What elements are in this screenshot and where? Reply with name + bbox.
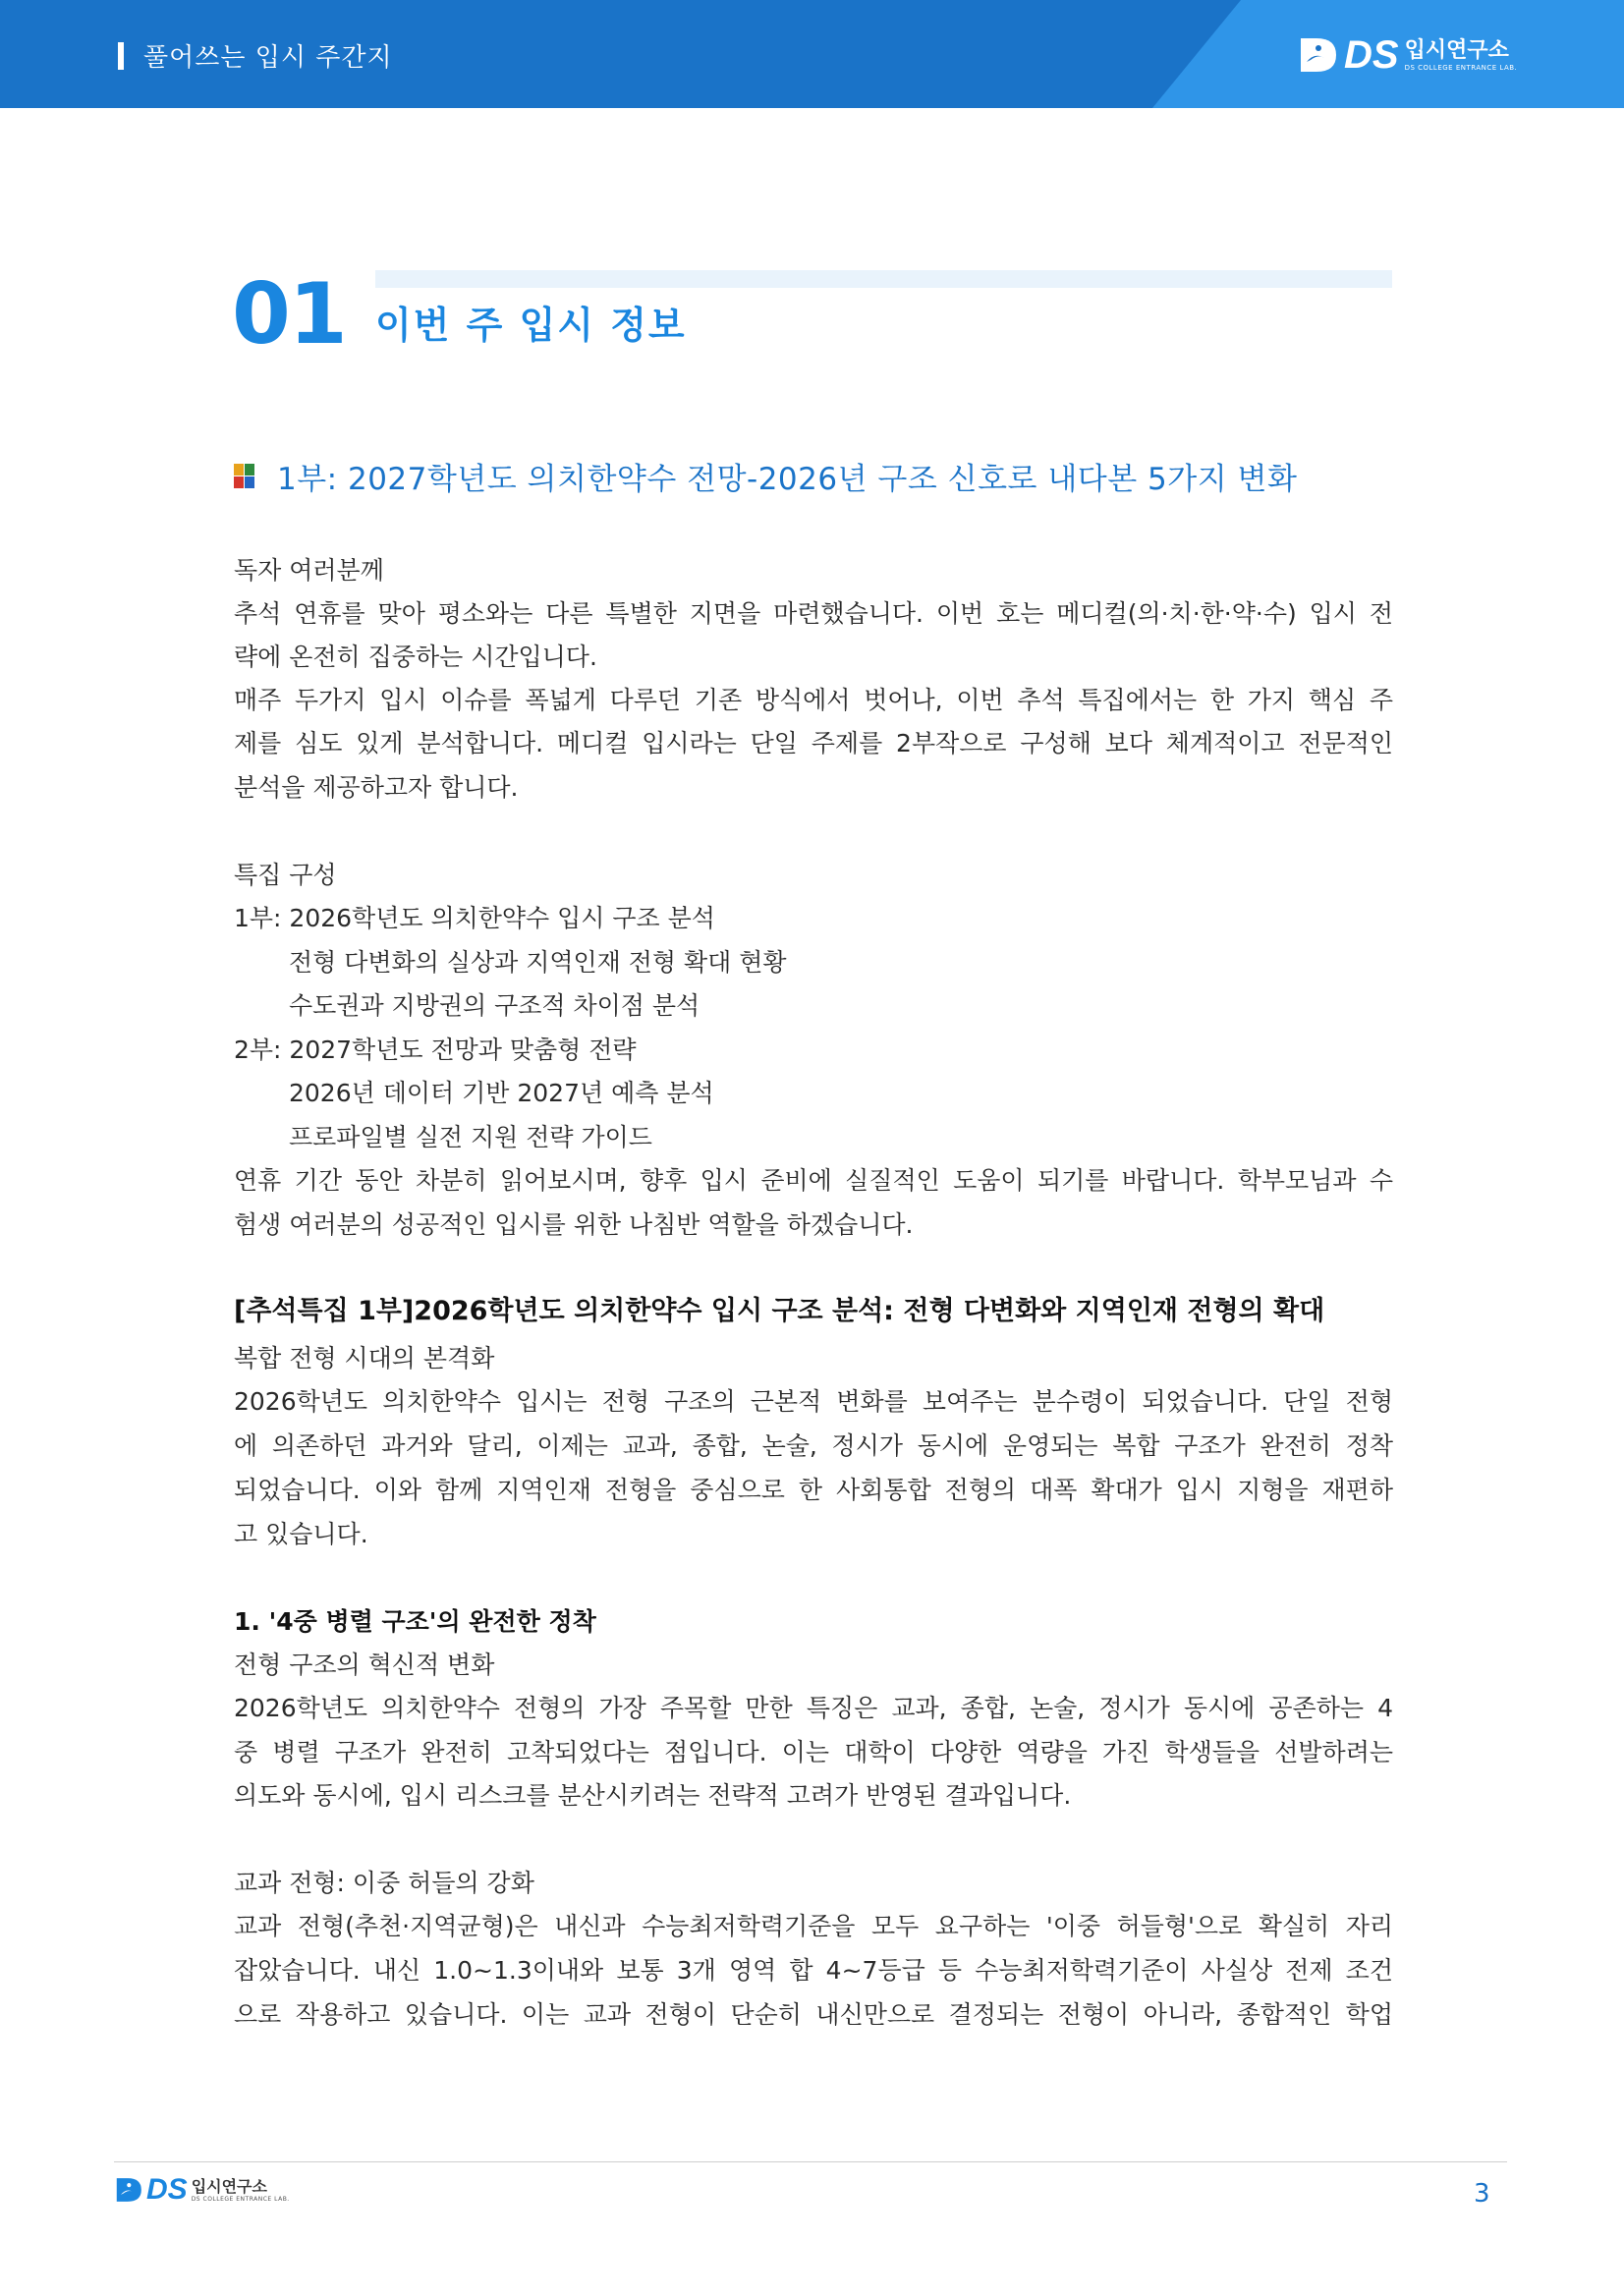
body-line: 략에 온전히 집중하는 시간입니다. <box>234 643 597 671</box>
body-line: 복합 전형 시대의 본격화 <box>234 1344 495 1372</box>
body-line: 중 병렬 구조가 완전히 고착되었다는 점입니다. 이는 대학이 다양한 역량을 가진 학생들을 선발하려는 <box>234 1738 1393 1766</box>
subheading-text: 1부: 2027학년도 의치한약수 전망-2026년 구조 신호로 내다본 5가지 변화 <box>277 462 1298 497</box>
body-line: 고 있습니다. <box>234 1520 368 1548</box>
header-label: 풀어쓰는 입시 주간지 <box>143 43 393 73</box>
body-line: 으로 작용하고 있습니다. 이는 교과 전형이 단순히 내신만으로 결정되는 전형이 아니라, 종합적인 학업 <box>234 2000 1393 2029</box>
header-logo-mark: DS <box>1344 32 1399 77</box>
footer-logo-tagline: DS COLLEGE ENTRANCE LAB. <box>191 2195 290 2203</box>
colored-blocks-icon <box>234 464 255 489</box>
body-line: 험생 여러분의 성공적인 입시를 위한 나침반 역할을 하겠습니다. <box>234 1210 914 1239</box>
body-line: 2026학년도 의치한약수 입시는 전형 구조의 근본적 변화를 보여주는 분수령이 되었습니다. 단일 전형 <box>234 1387 1393 1416</box>
footer-logo-mark: DS <box>146 2173 188 2206</box>
body-line: 매주 두가지 입시 이슈를 폭넓게 다루던 기존 방식에서 벗어나, 이번 추석 특집에서는 한 가지 핵심 주 <box>234 686 1393 714</box>
body-line: 특집 구성 <box>234 861 337 889</box>
body-line: 교과 전형: 이중 허들의 강화 <box>234 1869 534 1897</box>
section-number: 01 <box>232 265 346 364</box>
body-line: 수도권과 지방권의 구조적 차이점 분석 <box>289 991 700 1020</box>
header-logo-tagline: DS COLLEGE ENTRANCE LAB. <box>1404 64 1518 72</box>
body-line: 2부: 2027학년도 전망과 맞춤형 전략 <box>234 1036 637 1064</box>
body-line: 전형 다변화의 실상과 지역인재 전형 확대 현황 <box>289 948 787 977</box>
body-line: 되었습니다. 이와 함께 지역인재 전형을 중심으로 한 사회통합 전형의 대폭 확대가 입시 지형을 재편하 <box>234 1476 1393 1504</box>
header-marker <box>118 42 124 70</box>
footer-logo-name: 입시연구소 <box>191 2176 267 2196</box>
header-logo-name: 입시연구소 <box>1404 38 1509 63</box>
ds-logo-icon <box>1297 34 1342 76</box>
body-line: 에 의존하던 과거와 달리, 이제는 교과, 종합, 논술, 정시가 동시에 운영되는 복합 구조가 완전히 정착 <box>234 1431 1393 1460</box>
body-line: 1부: 2026학년도 의치한약수 입시 구조 분석 <box>234 904 715 932</box>
subheading <box>234 454 1297 498</box>
body-line: 잡았습니다. 내신 1.0~1.3이내와 보통 3개 영역 합 4~7등급 등 수능최저학력기준이 사실상 전제 조건 <box>234 1956 1393 1985</box>
numbered-heading: 1. '4중 병렬 구조'의 완전한 정착 <box>234 1607 596 1636</box>
ds-logo-icon <box>114 2175 145 2205</box>
body-line: 연휴 기간 동안 차분히 읽어보시며, 향후 입시 준비에 실질적인 도움이 되기를 바랍니다. 학부모님과 수 <box>234 1166 1393 1195</box>
body-line: 교과 전형(추천·지역균형)은 내신과 수능최저학력기준을 모두 요구하는 '이중 허들형'으로 확실히 자리 <box>234 1912 1393 1940</box>
feature-heading: [추석특집 1부]2026학년도 의치한약수 입시 구조 분석: 전형 다변화와 지역인재 전형의 확대 <box>234 1296 1325 1326</box>
footer-divider <box>114 2161 1507 2162</box>
body-line: 독자 여러분께 <box>234 556 384 585</box>
body-line: 의도와 동시에, 입시 리스크를 분산시키려는 전략적 고려가 반영된 결과입니다. <box>234 1781 1072 1810</box>
section-title-strip <box>375 270 1392 288</box>
body-line: 추석 연휴를 맞아 평소와는 다른 특별한 지면을 마련했습니다. 이번 호는 메디컬(의·치·한·약·수) 입시 전 <box>234 599 1393 628</box>
section-title: 이번 주 입시 정보 <box>375 304 687 347</box>
body-line: 분석을 제공하고자 합니다. <box>234 773 519 802</box>
page-number: 3 <box>1474 2179 1490 2209</box>
body-line: 제를 심도 있게 분석합니다. 메디컬 입시라는 단일 주제를 2부작으로 구성해 보다 체계적이고 전문적인 <box>234 729 1393 757</box>
body-line: 2026학년도 의치한약수 전형의 가장 주목할 만한 특징은 교과, 종합, 논술, 정시가 동시에 공존하는 4 <box>234 1694 1393 1722</box>
body-line: 프로파일별 실전 지원 전략 가이드 <box>289 1123 652 1151</box>
body-line: 전형 구조의 혁신적 변화 <box>234 1651 495 1679</box>
header-logo <box>1297 29 1517 81</box>
body-line: 2026년 데이터 기반 2027년 예측 분석 <box>289 1079 714 1107</box>
footer-logo <box>114 2173 290 2207</box>
